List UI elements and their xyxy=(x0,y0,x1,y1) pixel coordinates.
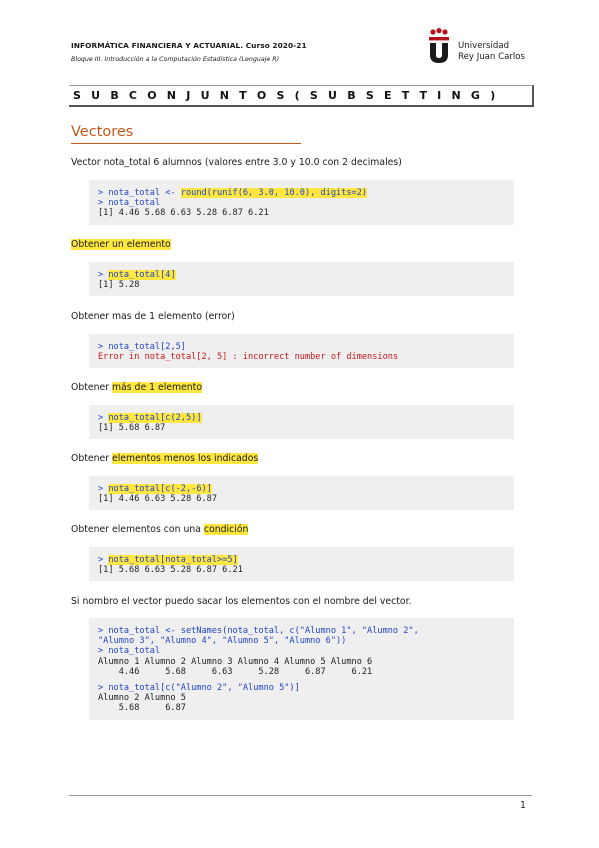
code-command-line xyxy=(98,646,514,656)
code-command-line xyxy=(98,270,514,280)
code-command-line xyxy=(98,555,514,565)
code-text: > nota_total xyxy=(98,646,161,657)
code-text: [1] 5.68 6.87 xyxy=(98,423,166,434)
code-text: > nota_total xyxy=(98,198,161,209)
paragraph-text: condición xyxy=(203,524,249,535)
section-title-box xyxy=(69,85,534,107)
code-output-line xyxy=(98,565,514,575)
code-text: nota_total[nota_total>=5] xyxy=(108,555,238,565)
paragraph-text: Obtener mas de 1 elemento (error) xyxy=(71,311,235,322)
paragraph-text: Obtener xyxy=(71,382,112,393)
code-output-line xyxy=(98,693,514,703)
section-title: S U B C O N J U N T O S ( S U B S E T T I N G ) xyxy=(73,89,499,102)
code-text: nota_total[4] xyxy=(108,270,176,280)
code-text: nota_total[c(-2,-6)] xyxy=(108,484,212,494)
code-text: 5.68 6.87 xyxy=(98,703,186,714)
urjc-emblem-icon xyxy=(428,28,450,64)
header-course: INFORMÁTICA FINANCIERA Y ACTUARIAL. Curso 2020-21 xyxy=(71,41,307,50)
logo-line1: Universidad xyxy=(458,41,510,51)
heading-vectores: Vectores xyxy=(71,124,134,140)
code-output-line xyxy=(98,667,514,677)
code-text: 4.46 5.68 6.63 5.28 6.87 6.21 xyxy=(98,666,373,677)
paragraph xyxy=(71,157,402,168)
paragraph xyxy=(71,239,171,250)
code-text: Error in nota_total[2, 5] : incorrect number of dimensions xyxy=(98,352,399,363)
footer-rule xyxy=(69,795,532,796)
paragraph xyxy=(71,453,258,464)
paragraph-text: Obtener elementos con una xyxy=(71,524,204,535)
code-text: [1] 5.28 xyxy=(98,280,140,291)
logo-line2: Rey Juan Carlos xyxy=(458,52,526,62)
code-command-line xyxy=(98,188,514,198)
code-command-line xyxy=(98,683,514,693)
code-output-line xyxy=(98,494,514,504)
paragraph xyxy=(71,311,235,322)
code-block xyxy=(89,547,514,581)
code-output-line xyxy=(98,703,514,713)
code-text: > xyxy=(98,413,109,423)
code-error-line xyxy=(98,352,514,362)
code-text: [1] 4.46 6.63 5.28 6.87 xyxy=(98,494,217,505)
code-output-line xyxy=(98,423,514,433)
code-text: > xyxy=(98,270,109,280)
code-text: round(runif(6, 3.0, 10.0), digits=2) xyxy=(180,188,368,198)
code-text: [1] 5.68 6.63 5.28 6.87 6.21 xyxy=(98,565,243,576)
code-command-line xyxy=(98,636,514,646)
paragraph-text: Obtener xyxy=(71,453,112,464)
code-text: "Alumno 3", "Alumno 4", "Alumno 5", "Alumno 6")) xyxy=(98,636,347,647)
code-text: > xyxy=(98,484,109,494)
code-output-line xyxy=(98,280,514,290)
page-number: 1 xyxy=(520,800,526,811)
code-text: [1] 4.46 5.68 6.63 5.28 6.87 6.21 xyxy=(98,208,269,219)
code-text: > nota_total[2,5] xyxy=(98,342,186,352)
paragraph-text: Obtener un elemento xyxy=(71,239,171,250)
paragraph-text: más de 1 elemento xyxy=(111,382,203,393)
code-text: Alumno 1 Alumno 2 Alumno 3 Alumno 4 Alumno 5 Alumno 6 xyxy=(98,656,373,667)
code-text: > nota_total <- setNames(nota_total, c("Alumno 1", "Alumno 2", xyxy=(98,626,419,636)
code-block xyxy=(89,618,514,720)
heading-rule xyxy=(71,143,301,144)
university-logo xyxy=(428,28,538,70)
paragraph-text: elementos menos los indicados xyxy=(111,453,259,464)
code-command-line xyxy=(98,342,514,352)
code-block xyxy=(89,405,514,439)
code-block xyxy=(89,334,514,368)
paragraph xyxy=(71,524,248,535)
code-output-line xyxy=(98,208,514,218)
paragraph xyxy=(71,596,412,607)
code-text: > nota_total <- xyxy=(98,188,181,198)
code-text: > xyxy=(98,555,109,565)
code-output-line xyxy=(98,657,514,667)
code-command-line xyxy=(98,626,514,636)
header-bloque: Bloque III. Introducción a la Computación Estadística (Lenguaje R) xyxy=(71,56,280,63)
code-command-line xyxy=(98,484,514,494)
code-text: > nota_total[c("Alumno 2", "Alumno 5")] xyxy=(98,683,300,694)
code-block xyxy=(89,262,514,296)
code-text: Alumno 2 Alumno 5 xyxy=(98,693,186,704)
code-block xyxy=(89,476,514,510)
code-command-line xyxy=(98,198,514,208)
paragraph xyxy=(71,382,202,393)
paragraph-text: Si nombro el vector puedo sacar los elementos con el nombre del vector. xyxy=(71,596,412,607)
code-command-line xyxy=(98,413,514,423)
code-text: nota_total[c(2,5)] xyxy=(108,413,202,423)
code-block xyxy=(89,180,514,225)
paragraph-text: Vector nota_total 6 alumnos (valores entre 3.0 y 10.0 con 2 decimales) xyxy=(71,157,402,168)
